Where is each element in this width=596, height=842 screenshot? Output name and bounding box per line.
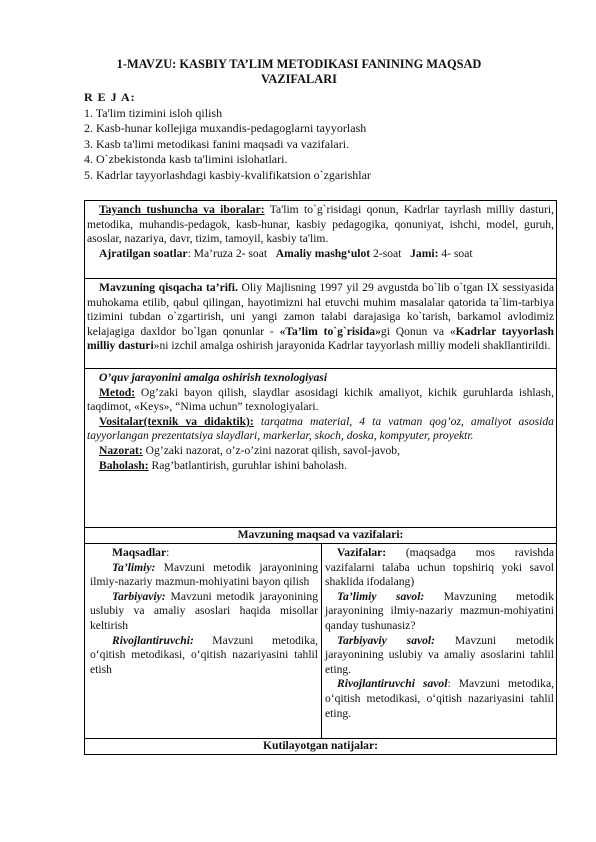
tasks-heading-line [325, 546, 554, 590]
goals-table [84, 543, 557, 739]
summary-law-2: Kadrlar tayyorlash milliy dasturi [87, 324, 554, 353]
tasks-heading-text: (maqsadga mos ravishda vazifalarni talaba uchun topshiriq yoki savol shaklida ifodalang) [325, 546, 554, 589]
goal-label: Ta’limiy: [112, 560, 156, 574]
assessment-text: Rag’batlantirish, guruhlar ishini baholash. [148, 458, 347, 472]
practice-label: Amaliy mashg‘ulot [275, 246, 371, 260]
document-title: 1-MAVZU: KASBIY TA’LIM METODIKASI FANINING MAQSAD VAZIFALARI [116, 57, 482, 86]
method-label: Metod: [99, 385, 136, 399]
summary-text-3: »ni izchil amalga oshirish jarayonida Kadrlar tayyorlash milliy modeli shakllantirildi. [153, 339, 551, 353]
tasks-column [322, 544, 556, 738]
goal-item [90, 634, 318, 678]
hours-label: Ajratilgan soatlar [99, 246, 188, 260]
goal-item [90, 561, 318, 590]
method-paragraph [87, 386, 554, 415]
plan-item: 3. Kasb ta'limi metodikasi fanini maqsadi va vazifalari. [84, 136, 350, 151]
task-text: : Mavzuni metodika, o‘qitish metodikasi, o‘qitish nazariyasini tahlil eting. [325, 677, 554, 720]
task-text: Mavzuning metodik jarayonining ilmiy-nazariy mazmun-mohiyatini qanday tushunasiz? [325, 589, 555, 632]
plan-item: 5. Kadrlar tayyorlashdagi kasbiy-kvalifikatsion o`zgarishlar [84, 167, 371, 182]
goal-label: Rivojlantiruvchi: [112, 633, 194, 647]
summary-label: Mavzuning qisqacha ta’rifi. [99, 281, 238, 294]
key-concepts-text: Ta'lim to`g`risidagi qonun, Kadrlar tayrlash milliy dasturi, metodika, muhandis-pedagok, kasb-hunar, kasbiy pedagogika, qonuniyat, ishchi, model, guruh, asoslar, nazariya, davr, tizim, tamoyil, kasbiy ta'lim. [87, 203, 554, 246]
goals-heading-line [90, 546, 318, 561]
tools-text: tarqatma material, 4 ta vatman qog’oz, amaliyot asosida tayyorlangan prezentatsiya slaydlari, markerlar, skoch, doska, kompyuter, proyektr. [87, 414, 554, 443]
goals-header: Mavzuning maqsad va vazifalari: [84, 527, 557, 544]
task-label: Tarbiyaviy savol: [337, 633, 436, 647]
tools-label: Vositalar(texnik va didaktik): [99, 414, 254, 428]
task-item [325, 634, 554, 678]
topic-summary-box [84, 278, 557, 369]
plan-item: 1. Ta'lim tizimini isloh qilish [84, 105, 223, 120]
key-concepts-label: Tayanch tushuncha va iboralar: [99, 203, 265, 216]
task-item [325, 677, 554, 721]
expected-results-header: Kutilayotgan natijalar: [84, 738, 557, 755]
control-label: Nazorat: [99, 443, 143, 457]
control-text: Og’zaki nazorat, o’z-o’zini nazorat qilish, savol-javob, [142, 443, 401, 457]
goals-column [85, 544, 322, 738]
goal-text: Mavzuni metodik jarayonining uslubiy va amaliy asoslari haqida misollar keltirish [90, 589, 318, 632]
tasks-heading: Vazifalar: [337, 546, 387, 559]
goal-label: Tarbiyaviy: [112, 589, 166, 603]
plan-item: 2. Kasb-hunar kollejiga muxandis-pedagoglarni tayyorlash [84, 121, 367, 135]
summary-law-1: «Ta’lim to`g`risida» [279, 324, 381, 338]
plan-heading: R E J A: [84, 90, 136, 104]
goals-heading-colon: : [166, 546, 170, 559]
goal-text: Mavzuni metodika, o‘qitish metodikasi, o‘qitish nazariyasini tahlil etish [90, 633, 318, 676]
task-label: Rivojlantiruvchi savol [337, 677, 448, 691]
assessment-paragraph [87, 459, 554, 474]
hours-line [87, 247, 554, 262]
task-label: Ta’limiy savol: [337, 589, 425, 603]
practice-value: 2-soat [370, 246, 402, 260]
task-text: Mavzuni metodik jarayonining uslubiy va amaliy asoslarini tahlil eting. [325, 633, 554, 676]
method-text: Og’zaki bayon qilish, slaydlar asosidagi kichik amaliyot, kichik guruhlarda ishlash, taqdimot, «Keys», “Nima uchun” texnologiyalari. [87, 385, 554, 414]
plan-item: 4. O`zbekistonda kasb ta'limini islohatlari. [84, 152, 288, 166]
assessment-label: Baholash: [99, 458, 149, 472]
tools-paragraph [87, 415, 554, 444]
hours-lecture: : Ma’ruza 2- soat [187, 246, 268, 260]
summary-text-2: gi Qonun va « [380, 324, 456, 338]
process-heading: O’quv jarayonini amalga oshirish texnologiyasi [99, 371, 328, 384]
topic-summary-paragraph [87, 281, 554, 354]
control-paragraph [87, 444, 554, 459]
key-concepts-paragraph [87, 203, 554, 247]
teaching-process-box [84, 368, 557, 528]
goal-item [90, 590, 318, 634]
total-label: Jami: [410, 246, 439, 260]
task-item [325, 590, 554, 634]
summary-text-1: Oliy Majlisning 1997 yil 29 avgustda bo`lib o`tgan IX sessiyasida muhokama etilib, qabul qilingan, hayotimizni hal etuvchi muhim masalalar qatorida ta`lim-tarbiya tizimini tubdan o`zgartirish, uni yangi zamon talabi darajasiga ko`tarish, barkamol avlodimiz kelajagiga daxldor bo`lgan qonunlar - [87, 281, 554, 338]
total-value: 4- soat [438, 246, 473, 260]
key-concepts-box [84, 200, 557, 279]
goal-text: Mavzuni metodik jarayonining ilmiy-nazariy mazmun-mohiyatini bayon qilish [90, 560, 318, 589]
goals-heading: Maqsadlar [112, 546, 167, 559]
plan-section [84, 90, 371, 183]
